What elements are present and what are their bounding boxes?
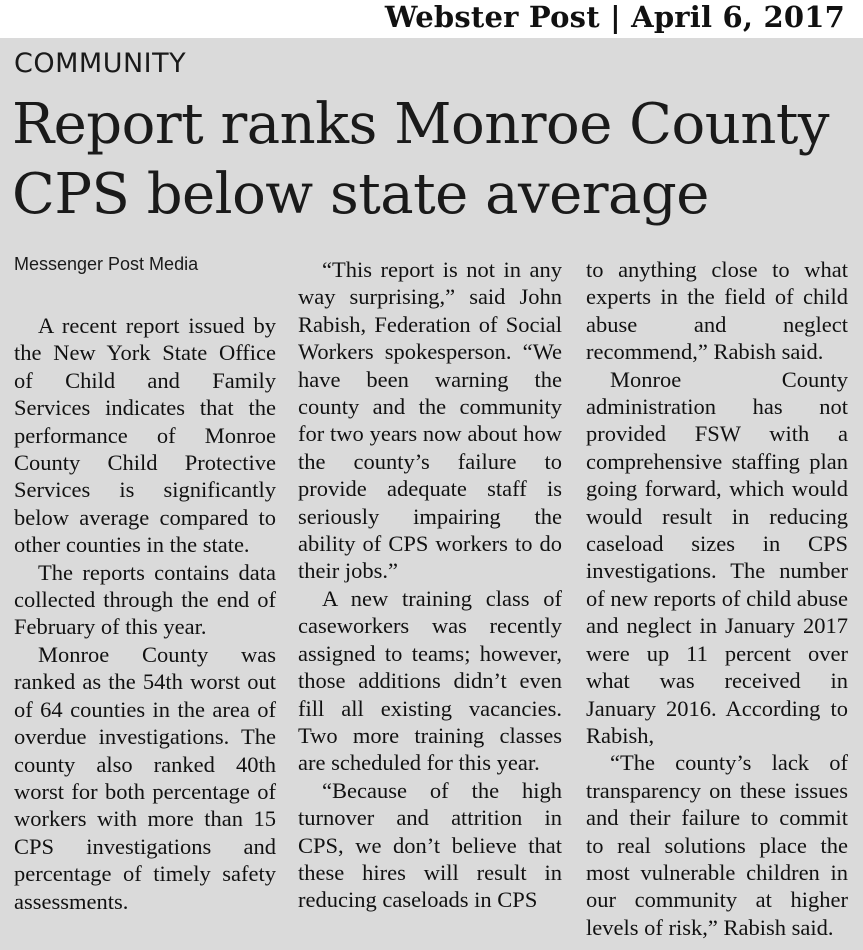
headline — [12, 90, 852, 230]
paragraph: “This report is not in any way surprising,” said John Rabish, Federation of Social Workers spokesperson. “We have been warning the county and the community for two years now about how the county’s failure to provide adequate staff is seriously impairing the ability of CPS workers to do their jobs.” — [298, 257, 562, 584]
paragraph: “Because of the high turnover and attrition in CPS, we don’t believe that these hires will result in reducing caseloads in CPS — [298, 777, 562, 913]
newspaper-clipping — [0, 38, 863, 950]
paragraph: A recent report issued by the New York State Office of Child and Family Services indicates that the performance of Monroe County Child Protective Services is significantly below average compared to other counties in the state. — [14, 313, 276, 558]
article-column-1 — [14, 312, 276, 915]
masthead-bar — [0, 0, 863, 38]
byline: Messenger Post Media — [14, 254, 199, 274]
headline-line-2: CPS below state average — [12, 162, 709, 227]
paragraph: to anything close to what experts in the field of child abuse and neglect recommend,” Rabish said. — [586, 257, 848, 365]
article-column-2 — [298, 256, 562, 914]
paragraph: A new training class of caseworkers was recently assigned to teams; however, those additions didn’t even fill all existing vacancies. Two more training classes are scheduled for this year. — [298, 585, 562, 776]
headline-line-1: Report ranks Monroe County — [12, 92, 830, 157]
paragraph: Monroe County administration has not provided FSW with a comprehensive staffing plan going forward, which would would result in reducing caseload sizes in CPS investigations. The number of new reports of child abuse and neglect in January 2017 were up 11 percent over what was received in January 2016. According to Rabish, — [586, 366, 848, 748]
article-column-3 — [586, 256, 848, 941]
section-label: COMMUNITY — [14, 48, 187, 79]
paragraph: “The county’s lack of transparency on these issues and their failure to commit to real solutions place the most vulnerable children in our community at higher levels of risk,” Rabish said. — [586, 750, 848, 940]
paragraph: Monroe County was ranked as the 54th worst out of 64 counties in the area of overdue investigations. The county also ranked 40th worst for both percentage of workers with more than 15 CPS investigations and percentage of timely safety assessments. — [14, 641, 276, 914]
paragraph: The reports contains data collected through the end of February of this year. — [14, 559, 276, 640]
masthead: Webster Post | April 6, 2017 — [384, 0, 845, 34]
